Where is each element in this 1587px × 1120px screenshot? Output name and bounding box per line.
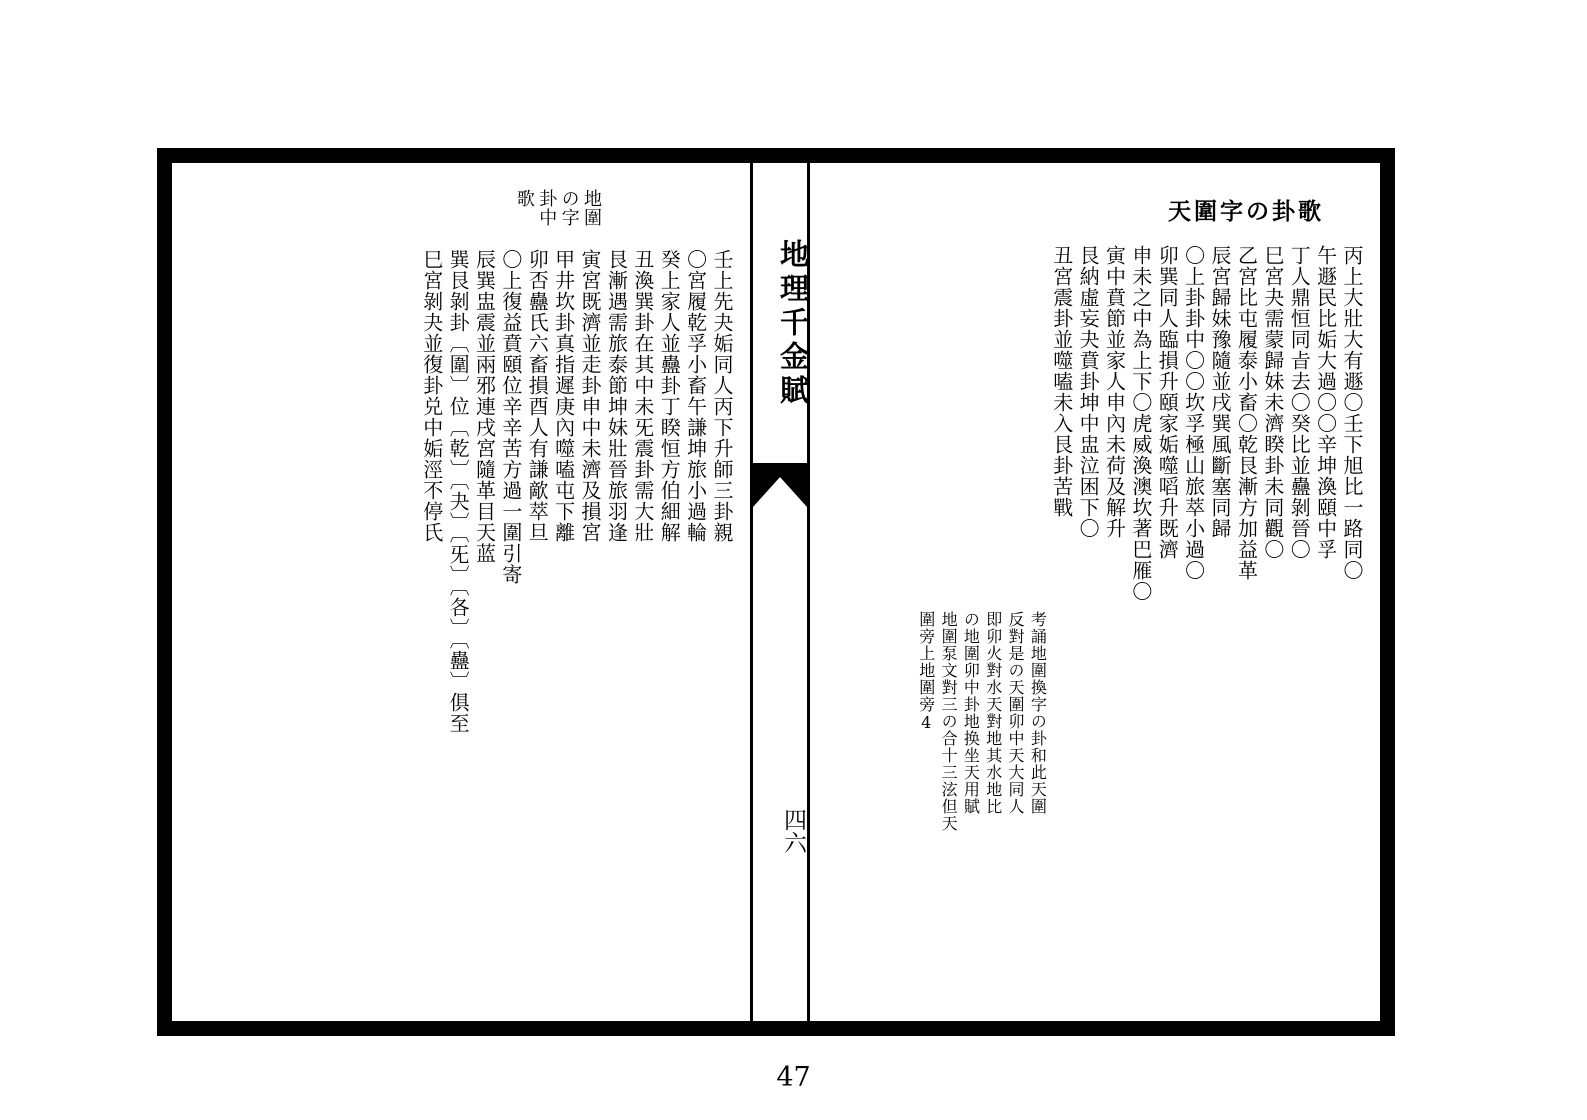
right-half-page xyxy=(813,163,1380,1021)
text-column: 卯否蠱氏六畜損酉人有謙歒萃旦 xyxy=(525,249,550,543)
text-column: 〇宮履乾孚小畜午謙坤旅小過輪 xyxy=(683,249,708,543)
center-gutter xyxy=(750,163,810,1021)
text-column: 辰巽盅震並兩邪連戌宮隨革目天蓝 xyxy=(472,249,497,564)
text-column: 壬上先夬姤同人丙下升師三卦親 xyxy=(710,249,734,543)
text-column: 〇上卦卦中〇〇坎孚極山旅萃小過〇 xyxy=(1181,245,1206,581)
text-column: 巽艮剝卦〔圍〕位〔乾〕〔夬〕〔旡〕〔各〕〔蠱〕俱至 xyxy=(446,249,471,734)
text-column: 午遯民比姤大過〇〇辛坤渙頤中孚 xyxy=(1313,245,1338,560)
left-half-page xyxy=(172,163,750,1021)
text-column: 丁人鼎恒同㫖去〇癸比並蠱剝晉〇 xyxy=(1287,245,1312,560)
text-column: 寅中賁節並家人申內未荷及解升 xyxy=(1102,245,1127,539)
left-page-columns xyxy=(172,163,750,1021)
caption-column: 卦中 xyxy=(536,189,558,227)
folio-number: 四六 xyxy=(780,808,806,854)
caption-column: 地圍 xyxy=(581,189,602,227)
text-column: 甲井坎卦真指遲庚內噬嗑屯下離 xyxy=(551,249,576,543)
text-column: 丑渙巽卦在其中未旡震卦需大壯 xyxy=(630,249,655,543)
text-column: 申未之中為上下〇虎威渙澳坎著巴雁〇 xyxy=(1128,245,1153,602)
note-column: の地圍卯中卦地换坐天用賦 xyxy=(961,611,981,815)
text-column: 〇上復益賁頤位辛辛苦方過一圍引寄 xyxy=(498,249,523,585)
caption-column: の字 xyxy=(558,189,580,227)
book-title: 地理千金賦 xyxy=(776,239,810,409)
right-page-caption: 天圍字の卦歌 xyxy=(1168,198,1324,225)
text-column: 艮漸遇需旅泰節坤妹壯晉旅羽逢 xyxy=(604,249,629,543)
right-page-columns xyxy=(813,163,1380,1021)
note-column: 反對是の天圍卯中天大同人 xyxy=(1006,611,1025,815)
text-column: 丙上大壯大有遯〇壬下旭比一路同〇 xyxy=(1340,245,1364,581)
text-column: 乙宮比屯履泰小畜〇乾艮漸方加益革 xyxy=(1234,245,1259,581)
text-column: 巳宮剝夬並復卦兑中姤涇不停氏 xyxy=(419,249,444,543)
text-column: 艮納虛妄夬賁卦坤中盅泣困下〇 xyxy=(1076,245,1101,539)
note-column: 地圍泵文對三の合十三泫但天 xyxy=(939,611,959,832)
caption-column: 歌 xyxy=(513,189,535,208)
note-column: 考誦地圍換字の卦和此天圍 xyxy=(1028,611,1048,815)
book-inner-frame xyxy=(169,160,1383,1024)
note-column: 圍旁上地圍旁4 xyxy=(916,611,936,733)
fishtail-ornament xyxy=(753,463,807,509)
text-column: 丑宮震卦並噬嗑未入艮卦苦戰 xyxy=(1049,245,1074,518)
printed-page-number: 47 xyxy=(776,1062,811,1093)
note-column: 即卯火對水天對地其水地比 xyxy=(983,611,1003,815)
text-column: 卯巽同人臨損升頤家姤噬㗖升既濟 xyxy=(1155,245,1180,560)
book-outer-frame xyxy=(157,148,1395,1036)
text-column: 辰宮歸妹豫隨並戌巽風斷塞同歸 xyxy=(1208,245,1233,539)
text-column: 寅宮既濟並走卦申中未濟及損宮 xyxy=(578,249,603,543)
text-column: 巳宮夬需蒙歸妹未濟睽卦未同觀〇 xyxy=(1260,245,1285,560)
text-column: 癸上家人並蠱卦丁睽恒方伯細解 xyxy=(657,249,682,543)
